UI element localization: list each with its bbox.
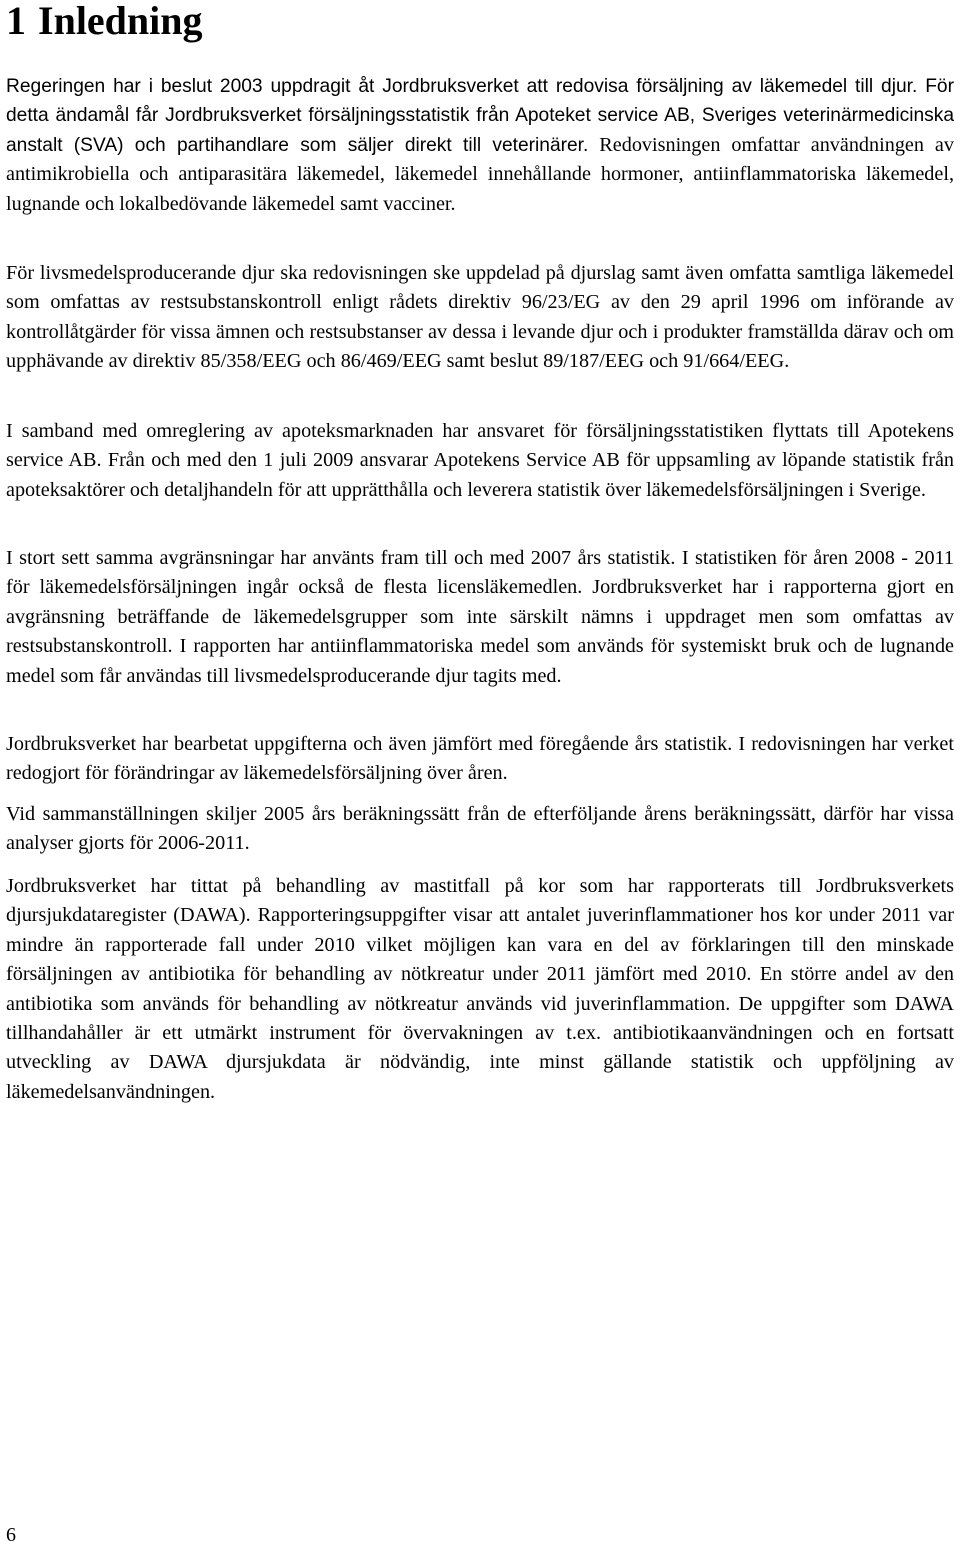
paragraph-1-serif-text: Redovisningen omfattar användningen av antimikrobiella och antiparasitära läkemedel, läkemedel innehållande hormoner, antiinflammatoriska läkemedel, lugnande och lokalbedövande läkemedel samt vacciner. <box>6 133 954 215</box>
paragraph-1 <box>6 72 954 219</box>
paragraph-1-sans-text: Regeringen har i beslut 2003 uppdragit åt Jordbruksverket att redovisa försäljning av läkemedel till djur. För detta ändamål får Jordbruksverket försäljningsstatistik från Apoteket service AB, Sveriges veterinärmedicinska anstalt (SVA) och partihandlare som säljer direkt till veterinärer. <box>6 76 954 156</box>
section-number: 1 <box>6 0 26 43</box>
page-number: 6 <box>6 1524 16 1546</box>
paragraph-5: Jordbruksverket har bearbetat uppgifterna och även jämfört med föregående års statistik. I redovisningen har verket redogjort för förändringar av läkemedelsförsäljning över åren. <box>6 733 954 785</box>
section-title: Inledning <box>38 0 203 43</box>
paragraph-6: Vid sammanställningen skiljer 2005 års beräkningssätt från de efterföljande årens beräkningssätt, därför har vissa analyser gjorts för 2006-2011. <box>6 803 954 855</box>
paragraph-7: Jordbruksverket har tittat på behandling av mastitfall på kor som har rapporterats till Jordbruksverkets djursjukdataregister (DAWA). Rapporteringsuppgifter visar att antalet juverinflammationer hos kor under 2011 var mindre än rapporterade fall under 2010 vilket möjligen kan vara en del av förklaringen till den minskade försäljningen av antibiotika för behandling av nötkreatur under 2011 jämfört med 2010. En större andel av den antibiotika som används för behandling av nötkreatur används vid juverinflammation. De uppgifter som DAWA tillhandahåller är ett utmärkt instrument för övervakningen av t.ex. antibiotikaanvändningen och en fortsatt utveckling av DAWA djursjukdata är nödvändig, inte minst gällande statistik och uppföljning av läkemedelsanvändningen. <box>6 875 954 1103</box>
paragraph-3: I samband med omreglering av apoteksmarknaden har ansvaret för försäljningsstatistiken flyttats till Apotekens service AB. Från och med den 1 juli 2009 ansvarar Apotekens Service AB för uppsamling av löpande statistik från apoteksaktörer och detaljhandeln för att upprätthålla och leverera statistik över läkemedelsförsäljningen i Sverige. <box>6 420 954 501</box>
paragraph-2: För livsmedelsproducerande djur ska redovisningen ske uppdelad på djurslag samt även omfatta samtliga läkemedel som omfattas av restsubstanskontroll enligt rådets direktiv 96/23/EG av den 29 april 1996 om införande av kontrollåtgärder för vissa ämnen och restsubstanser av dessa i levande djur och i produkter framställda därav och om upphävande av direktiv 85/358/EEG och 86/469/EEG samt beslut 89/187/EEG och 91/664/EEG. <box>6 262 954 373</box>
paragraph-4: I stort sett samma avgränsningar har använts fram till och med 2007 års statistik. I statistiken för åren 2008 - 2011 för läkemedelsförsäljningen ingår också de flesta licensläkemedlen. Jordbruksverket har i rapporterna gjort en avgränsning beträffande de läkemedelsgrupper som inte särskilt nämns i uppdraget men som omfattas av restsubstanskontroll. I rapporten har antiinflammatoriska medel som används för systemiskt bruk och de lugnande medel som får användas till livsmedelsproducerande djur tagits med. <box>6 547 954 687</box>
section-heading <box>6 0 203 42</box>
